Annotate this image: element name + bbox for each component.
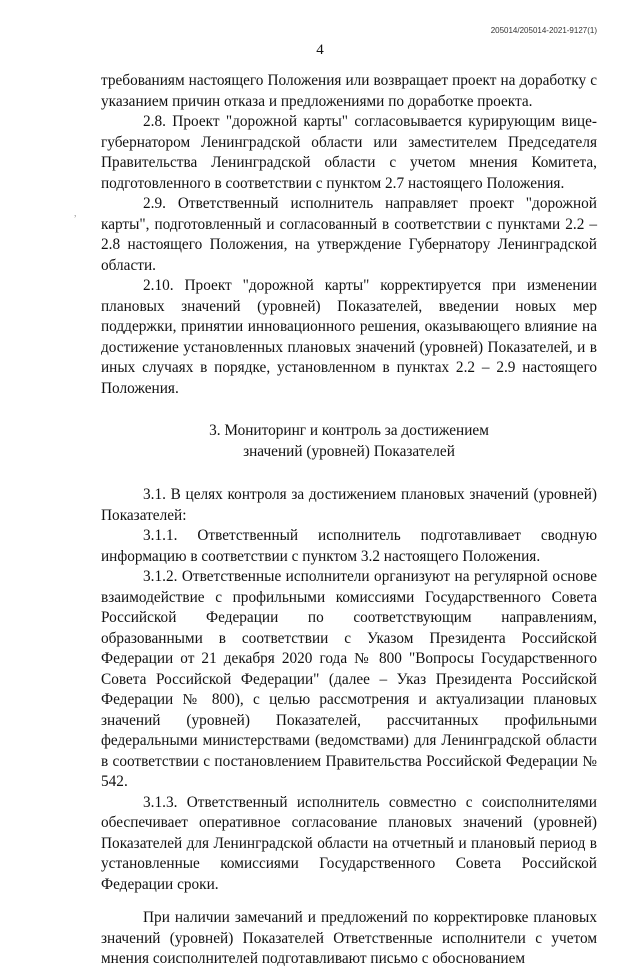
section-heading-line2: значений (уровней) Показателей: [243, 442, 455, 460]
section-heading: [101, 421, 597, 462]
margin-mark: ,: [74, 208, 77, 219]
page-number: 4: [316, 42, 324, 58]
paragraph-3-1-1: 3.1.1. Ответственный исполнитель подготавливает сводную информацию в соответствии с пунктом 3.2 настоящего Положения.: [101, 527, 597, 565]
paragraph-3-1-2: 3.1.2. Ответственные исполнители организуют на регулярной основе взаимодействие с профильными комиссиями Государственного Совета Российской Федерации по соответствующим направлениям, образованными в соответствии с Указом Президента Российской Федерации от 21 декабря 2020 года № 800 "Вопросы Государственного Совета Российской Федерации" (далее – Указ Президента Российской Федерации № 800), с целью рассмотрения и актуализации плановых значений (уровней) Показателей, рассчитанных профильными федеральными министерствами (ведомствами) для Ленинградской области в соответствии с постановлением Правительства Российской Федерации № 542.: [101, 568, 597, 790]
paragraph-2-10: 2.10. Проект "дорожной карты" корректируется при изменении плановых значений (уровней) Показателей, введении новых мер поддержки, принятии инновационного решения, оказывающего влияние на достижение установленных плановых значений (уровней) Показателей, и в иных случаях в порядке, установленном в пунктах 2.2 – 2.9 настоящего Положения.: [101, 277, 597, 397]
paragraph-2-9: 2.9. Ответственный исполнитель направляет проект "дорожной карты", подготовленный и согласованный в соответствии с пунктами 2.2 – 2.8 настоящего Положения, на утверждение Губернатору Ленинградской области.: [101, 195, 597, 274]
document-id: 205014/205014-2021-9127(1): [490, 26, 597, 35]
paragraph-remarks: При наличии замечаний и предложений по корректировке плановых значений (уровней) Показателей Ответственные исполнители с учетом мнения соисполнителей подготавливают письмо с обоснованием: [101, 909, 597, 967]
paragraph-3-1: 3.1. В целях контроля за достижением плановых значений (уровней) Показателей:: [101, 486, 597, 524]
section-heading-line1: 3. Мониторинг и контроль за достижением: [209, 422, 489, 439]
paragraph-continuation: требованиям настоящего Положения или возвращает проект на доработку с указанием причин отказа и предложениями по доработке проекта.: [101, 72, 597, 110]
paragraph-2-8: 2.8. Проект "дорожной карты" согласовывается курирующим вице-губернатором Ленинградской области или заместителем Председателя Правительства Ленинградской области с учетом мнения Комитета, подготовленного в соответствии с пунктом 2.7 настоящего Положения.: [101, 113, 597, 192]
paragraph-3-1-3: 3.1.3. Ответственный исполнитель совместно с соисполнителями обеспечивает оперативное согласование плановых значений (уровней) Показателей для Ленинградской области на отчетный и плановый период в установленные комиссиями Государственного Совета Российской Федерации сроки.: [101, 793, 597, 893]
document-body: [101, 71, 597, 970]
